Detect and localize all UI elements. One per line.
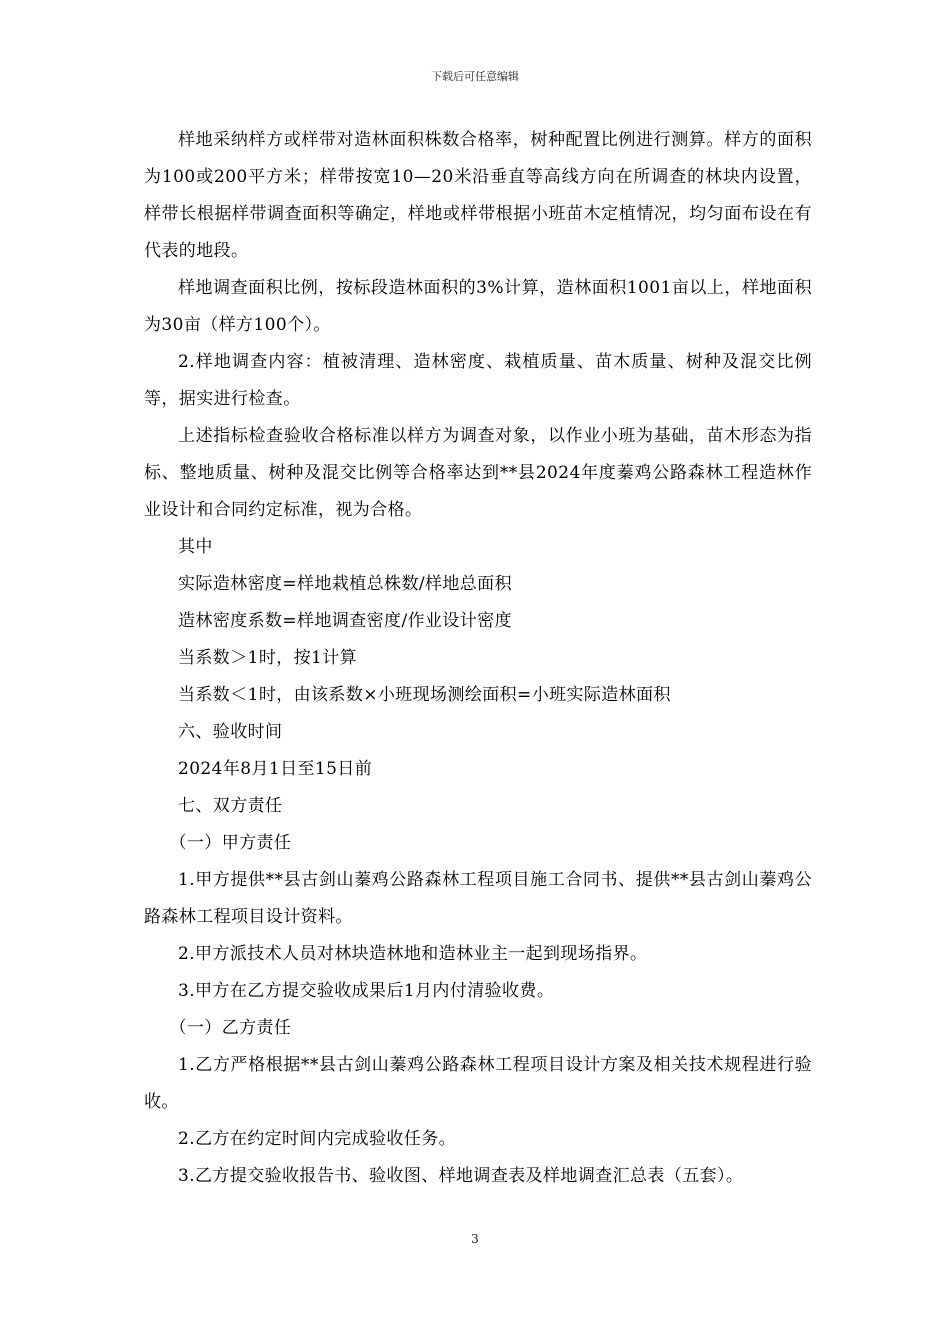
paragraph-party-a-3: 3.甲方在乙方提交验收成果后1月内付清验收费。	[178, 981, 555, 1001]
page-header: 下载后可任意编辑	[431, 70, 519, 83]
paragraph-acceptance-date: 2024年8月1日至15日前	[178, 759, 373, 779]
paragraph-party-b-3: 3.乙方提交验收报告书、验收图、样地调查表及样地调查汇总表（五套）。	[178, 1166, 744, 1186]
page-number: 3	[471, 1232, 479, 1246]
section-heading-acceptance-time: 六、验收时间	[178, 722, 283, 742]
paragraph-sampling-method: 样地采纳样方或样带对造林面积株数合格率，树种配置比例进行测算。样方的面积为100或200平方米；样带按宽10—20米沿垂直等高线方向在所调查的林块内设置，样带长根据样带调查面积等确定，样地或样带根据小班苗木定植情况，均匀面布设在有代表的地段。	[144, 130, 812, 261]
paragraph-party-a-2: 2.甲方派技术人员对林块造林地和造林业主一起到现场指界。	[178, 944, 648, 964]
document-body	[144, 122, 812, 1195]
formula-coefficient-greater: 当系数＞1时，按1计算	[178, 648, 358, 668]
paragraph-party-a-1: 1.甲方提供**县古剑山蓁鸡公路森林工程项目施工合同书、提供**县古剑山蓁鸡公路森林工程项目设计资料。	[144, 870, 812, 927]
paragraph-acceptance-standard: 上述指标检查验收合格标准以样方为调查对象，以作业小班为基础，苗木形态为指标、整地质量、树种及混交比例等合格率达到**县2024年度蓁鸡公路森林工程造林作业设计和合同约定标准，视为合格。	[144, 426, 812, 520]
paragraph-sampling-ratio: 样地调查面积比例，按标段造林面积的3%计算，造林面积1001亩以上，样地面积为30亩（样方100个）。	[144, 278, 812, 335]
subheading-party-a: （一）甲方责任	[169, 833, 292, 853]
paragraph-party-b-2: 2.乙方在约定时间内完成验收任务。	[178, 1129, 457, 1149]
formula-actual-density: 实际造林密度=样地栽植总株数/样地总面积	[178, 574, 512, 594]
formula-coefficient-less: 当系数＜1时，由该系数×小班现场测绘面积=小班实际造林面积	[178, 685, 671, 705]
paragraph-among-them: 其中	[178, 537, 213, 557]
formula-density-coefficient: 造林密度系数=样地调查密度/作业设计密度	[178, 611, 512, 631]
section-heading-responsibilities: 七、双方责任	[178, 796, 283, 816]
subheading-party-b: （一）乙方责任	[169, 1018, 292, 1038]
paragraph-survey-content: 2.样地调查内容：植被清理、造林密度、栽植质量、苗木质量、树种及混交比例等，据实进行检查。	[144, 352, 812, 409]
paragraph-party-b-1: 1.乙方严格根据**县古剑山蓁鸡公路森林工程项目设计方案及相关技术规程进行验收。	[144, 1055, 812, 1112]
